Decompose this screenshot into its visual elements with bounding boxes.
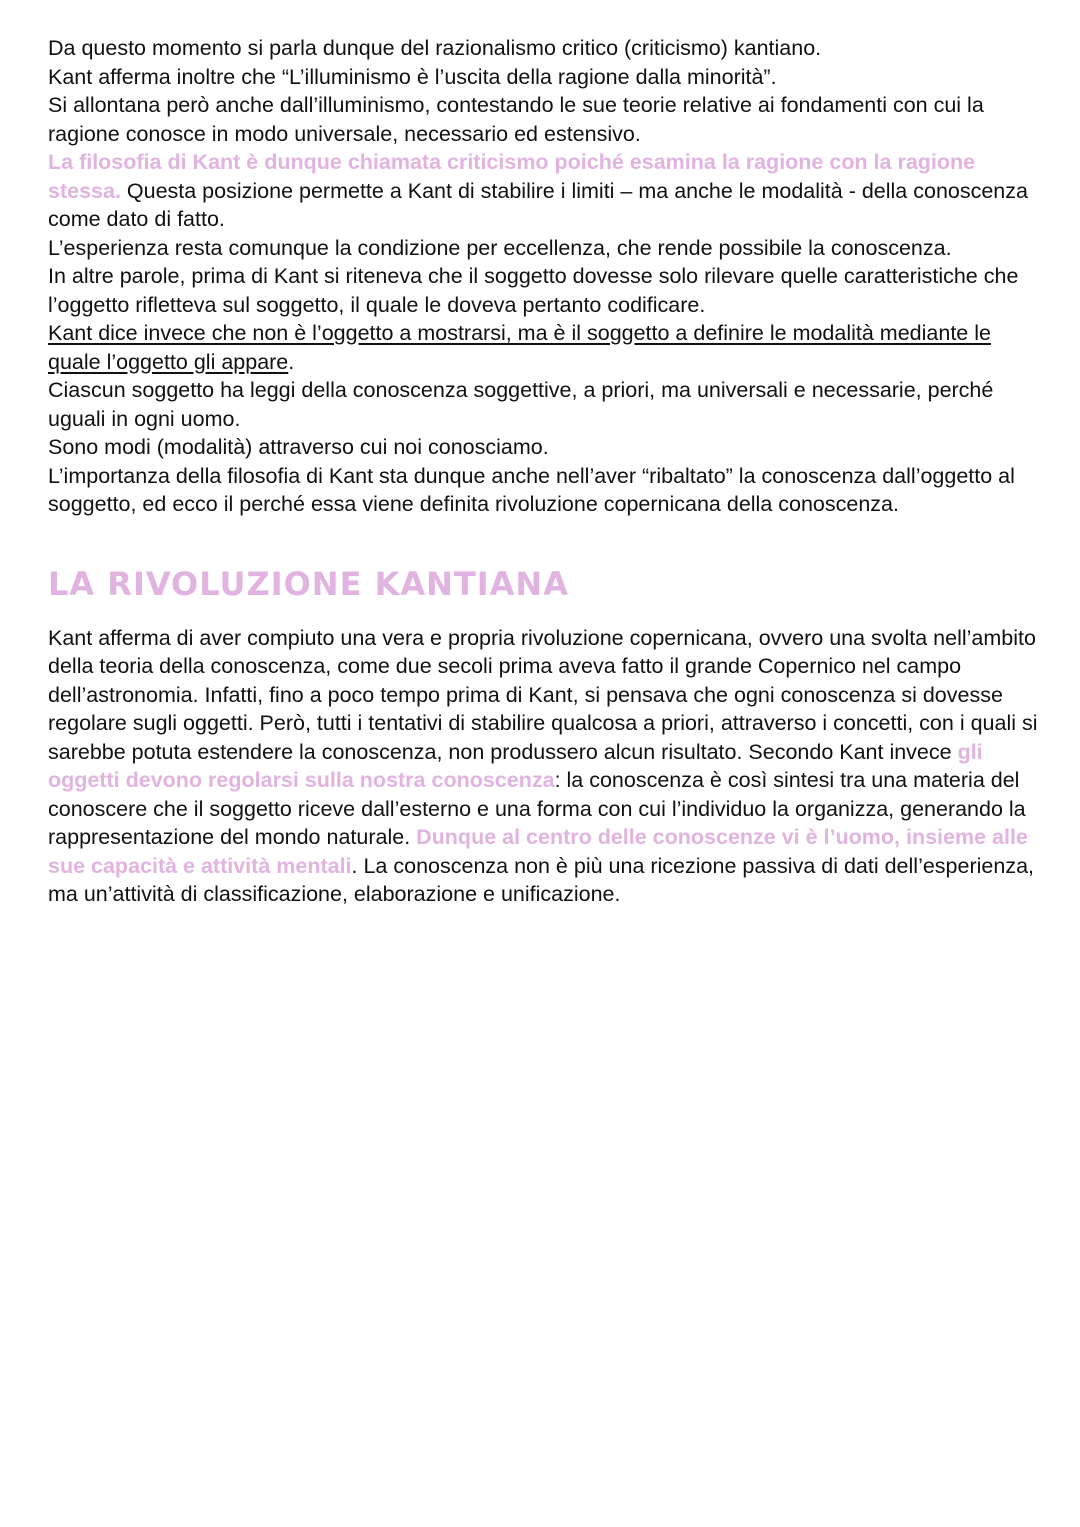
paragraph: Sono modi (modalità) attraverso cui noi conosciamo. <box>48 435 549 459</box>
paragraph: L’importanza della filosofia di Kant sta dunque anche nell’aver “ribaltato” la conoscenza dall’oggetto al soggetto, ed ecco il perché essa viene definita rivoluzione copernicana della conoscenza. <box>48 463 1015 516</box>
underlined-text: Kant dice invece che non è l’oggetto a mostrarsi, ma è il soggetto a definire le modalità mediante le quale l’oggetto gli appare <box>48 321 991 374</box>
highlighted-text: La filosofia di Kant è dunque chiamata criticismo poiché esamina la ragione con la ragione stessa. <box>48 150 976 203</box>
text-span: Kant afferma di aver compiuto una vera e propria rivoluzione copernicana, ovvero una svolta nell’ambito della teoria della conoscenza, come due secoli prima aveva fatto il grande Copernico nel campo dell’astronomia. Infatti, fino a poco tempo prima di Kant, si pensava che ogni conoscenza si dovesse regolare sugli oggetti. Però, tutti i tentativi di stabilire qualcosa a priori, attraverso i concetti, con i quali si sarebbe potuta estendere la conoscenza, non produssero alcun risultato. Secondo Kant invece <box>48 625 1038 764</box>
paragraph: Da questo momento si parla dunque del razionalismo critico (criticismo) kantiano. <box>48 36 822 60</box>
highlighted-text: Dunque al centro delle conoscenze vi è l’uomo, insieme alle sue capacità e attività mentali <box>48 825 1028 878</box>
text-span: Questa posizione permette a Kant di stabilire i limiti – ma anche le modalità - della conoscenza come dato di fatto. <box>48 178 1028 231</box>
paragraph: Si allontana però anche dall’illuminismo, contestando le sue teorie relative ai fondamenti con cui la ragione conosce in modo universale, necessario ed estensivo. <box>48 93 984 146</box>
paragraph: In altre parole, prima di Kant si riteneva che il soggetto dovesse solo rilevare quelle caratteristiche che l’oggetto rifletteva sul soggetto, il quale le doveva pertanto codificare. <box>48 264 1019 317</box>
text-span: : la conoscenza è così sintesi tra una materia del conoscere che il soggetto riceve dall’esterno e una forma con cui l’individuo la organizza, generando la rappresentazione del mondo naturale. <box>48 768 1026 849</box>
document-page <box>48 34 1048 909</box>
paragraph <box>48 148 1048 234</box>
section-heading: LA RIVOLUZIONE KANTIANA <box>48 564 569 603</box>
paragraph <box>48 624 1048 909</box>
text-span: . La conoscenza non è più una ricezione passiva di dati dell’esperienza, ma un’attività di classificazione, elaborazione e unificazione. <box>48 853 1034 906</box>
highlighted-text: gli oggetti devono regolarsi sulla nostra conoscenza <box>48 739 983 792</box>
text-span: . <box>288 349 295 374</box>
paragraph <box>48 319 1048 376</box>
paragraph: Kant afferma inoltre che “L’illuminismo è l’uscita della ragione dalla minorità”. <box>48 64 777 89</box>
paragraph: L’esperienza resta comunque la condizione per eccellenza, che rende possibile la conoscenza. <box>48 235 952 260</box>
paragraph: Ciascun soggetto ha leggi della conoscenza soggettive, a priori, ma universali e necessarie, perché uguali in ogni uomo. <box>48 378 994 431</box>
